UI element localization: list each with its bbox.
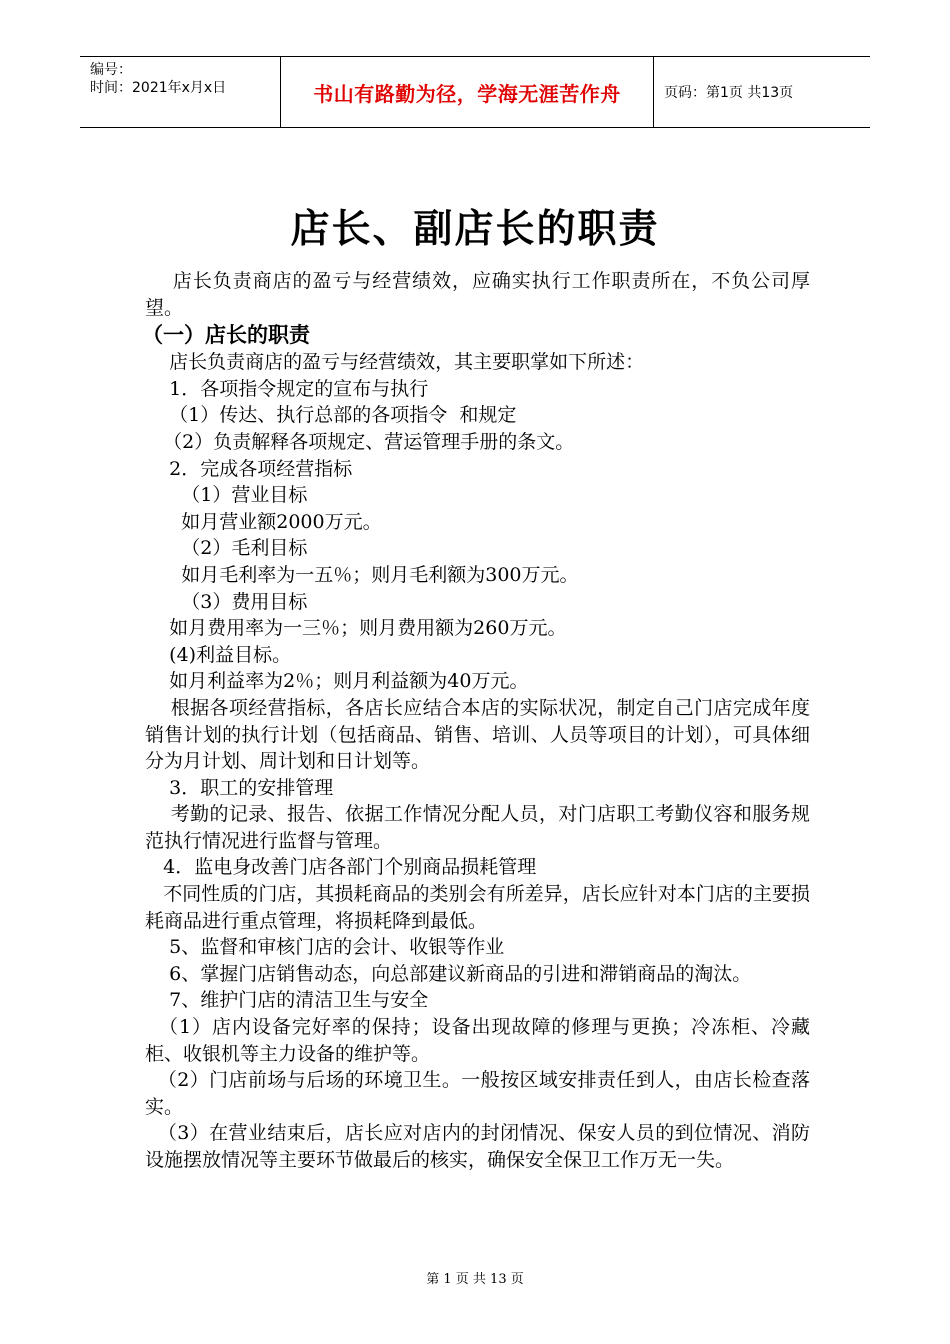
document-title: 店长、副店长的职责 <box>290 207 660 252</box>
list-heading: 7、维护门店的清洁卫生与安全 <box>145 989 429 1012</box>
list-heading: 1．各项指令规定的宣布与执行 <box>145 377 429 400</box>
list-item: (4)利益目标。 <box>145 643 292 666</box>
paragraph: 6、掌握门店销售动态，向总部建议新商品的引进和滞销商品的淘汰。 <box>145 962 752 985</box>
list-item: 如月毛利率为一五％；则月毛利额为300万元。 <box>145 563 579 586</box>
document-body <box>142 268 810 1174</box>
list-item: （2）负责解释各项规定、营运管理手册的条文。 <box>145 430 575 453</box>
list-item: （1）传达、执行总部的各项指令 和规定 <box>145 404 517 427</box>
header-meta <box>80 57 281 127</box>
header-page-info: 页码：第1页 共13页 <box>664 85 794 101</box>
list-heading: 5、监督和审核门店的会计、收银等作业 <box>145 936 505 959</box>
header-motto: 书山有路勤为径，学海无涯苦作舟 <box>281 57 654 127</box>
list-item: （3）费用目标 <box>145 590 308 613</box>
page-header <box>80 56 870 128</box>
section-heading: （一）店长的职责 <box>142 323 310 348</box>
list-item: （3）在营业结束后，店长应对店内的封闭情况、保安人员的到位情况、消防设施摆放情况等主要环节做最后的核实，确保安全保卫工作万无一失。 <box>145 1122 810 1171</box>
list-heading: 3．职工的安排管理 <box>145 776 334 799</box>
list-item: （2）毛利目标 <box>145 537 308 560</box>
list-item: 如月利益率为2％；则月利益额为40万元。 <box>145 670 529 693</box>
list-item: （2）门店前场与后场的环境卫生。一般按区域安排责任到人，由店长检查落实。 <box>145 1069 810 1118</box>
paragraph: 不同性质的门店，其损耗商品的类别会有所差异，店长应针对本门店的主要损耗商品进行重点管理，将损耗降到最低。 <box>145 883 810 932</box>
paragraph: 根据各项经营指标，各店长应结合本店的实际状况，制定自己门店完成年度销售计划的执行计划（包括商品、销售、培训、人员等项目的计划），可具体细分为月计划、周计划和日计划等。 <box>145 696 810 773</box>
paragraph: 考勤的记录、报告、依据工作情况分配人员，对门店职工考勤仪容和服务规范执行情况进行监督与管理。 <box>145 803 810 852</box>
paragraph: 店长负责商店的盈亏与经营绩效，其主要职掌如下所述： <box>145 351 645 374</box>
list-heading: 2．完成各项经营指标 <box>145 457 353 480</box>
list-item: 如月营业额2000万元。 <box>145 510 382 533</box>
document-number-label: 编号： <box>90 62 132 78</box>
intro-paragraph: 店长负责商店的盈亏与经营绩效，应确实执行工作职责所在，不负公司厚望。 <box>145 270 810 319</box>
list-item: 如月费用率为一三％；则月费用额为260万元。 <box>145 617 567 640</box>
list-item: （1）店内设备完好率的保持；设备出现故障的修理与更换；冷冻柜、冷藏柜、收银机等主力设备的维护等。 <box>145 1016 810 1065</box>
document-time-label: 时间：2021年x月x日 <box>90 80 227 96</box>
list-item: （1）营业目标 <box>145 484 308 507</box>
page-footer: 第 1 页 共 13 页 <box>426 1272 524 1287</box>
list-heading: 4．监电身改善门店各部门个别商品损耗管理 <box>145 856 537 879</box>
